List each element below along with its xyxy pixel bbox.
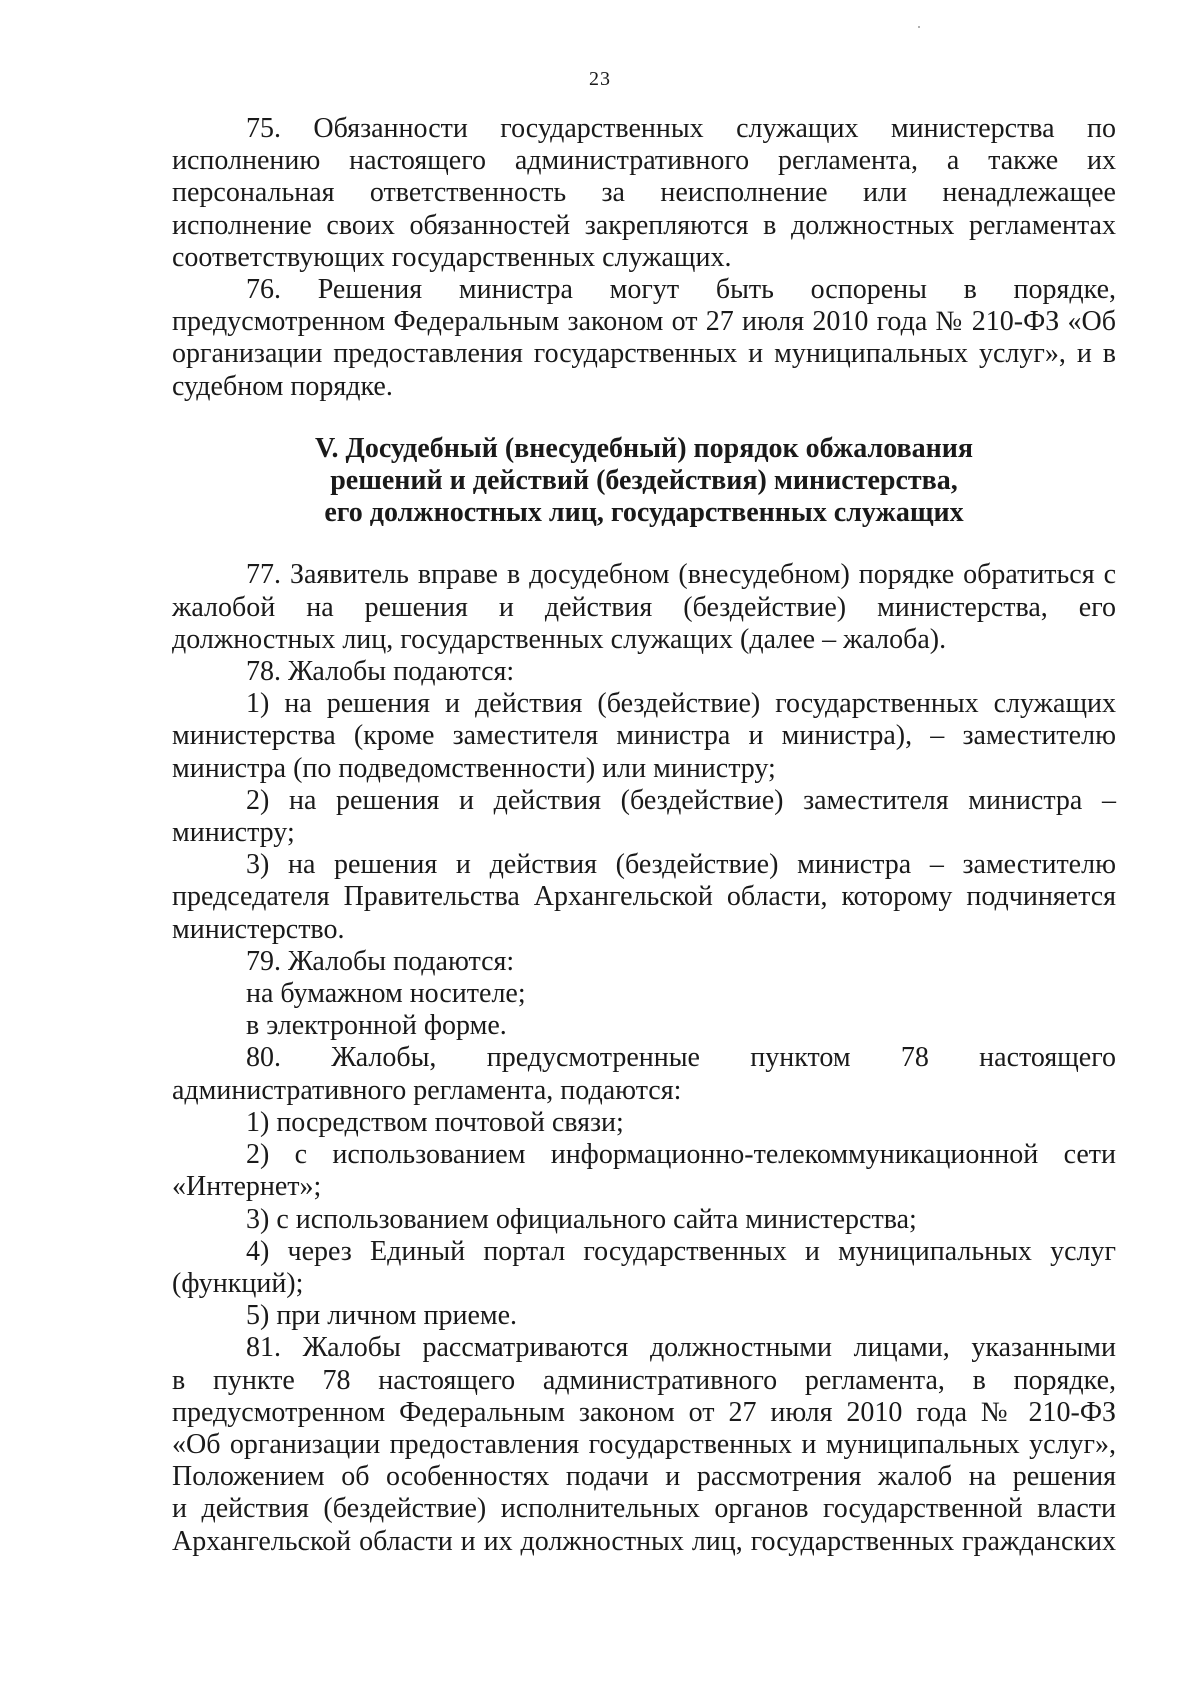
paragraph-75: 75. Обязанности государственных служащих министерства по исполнению настоящего административного регламента, а также их персональная ответственность за неисполнение или ненадлежащее исполнение своих обязанностей закрепляются в должностных регламентах соответствующих государственных служащих. — [172, 113, 1116, 273]
paragraph-81-line: 81. Жалобы рассматриваются должностными лицами, указанными — [246, 1332, 1116, 1364]
paragraph-79-item-2: в электронной форме. — [246, 1010, 507, 1042]
scan-speck — [918, 26, 920, 28]
paragraph-81-line: в пункте 78 настоящего административного регламента, в порядке, — [172, 1364, 1116, 1396]
page-number: 23 — [589, 68, 611, 90]
paragraph-78-item-2: 2) на решения и действия (бездействие) заместителя министра – министру; — [172, 784, 1116, 849]
paragraph-81-line: и действия (бездействие) исполнительных органов государственной власти — [172, 1493, 1116, 1525]
paragraph-81-line: Архангельской области и их должностных лиц, государственных гражданских — [172, 1525, 1116, 1557]
paragraph-79-item-1: на бумажном носителе; — [246, 978, 526, 1010]
paragraph-81-line: предусмотренном Федеральным законом от 27 июля 2010 года № 210-ФЗ — [172, 1396, 1116, 1428]
section-heading-line-3: его должностных лиц, государственных служащих — [324, 497, 964, 529]
paragraph-80-item-4: 4) через Единый портал государственных и муниципальных услуг (функций); — [172, 1235, 1116, 1299]
paragraph-78-item-1: 1) на решения и действия (бездействие) государственных служащих министерства (кроме заместителя министра и министра), – заместителю министра (по подведомственности) или министру; — [172, 688, 1116, 784]
paragraph-81-line: Положением об особенностях подачи и рассмотрения жалоб на решения — [172, 1461, 1116, 1493]
paragraph-81 — [172, 1332, 1116, 1557]
section-heading-line-2: решений и действий (бездействия) министерства, — [330, 465, 958, 497]
paragraph-76: 76. Решения министра могут быть оспорены в порядке, предусмотренном Федеральным законом от 27 июля 2010 года № 210-ФЗ «Об организации предоставления государственных и муниципальных услуг», и в судебном порядке. — [172, 274, 1116, 402]
section-heading — [172, 433, 1116, 530]
paragraph-80-item-5: 5) при личном приеме. — [246, 1300, 518, 1332]
paragraph-78-item-3: 3) на решения и действия (бездействие) министра – заместителю председателя Правительства Архангельской области, которому подчиняется министерство. — [172, 849, 1116, 945]
paragraph-78: 78. Жалобы подаются: — [246, 656, 515, 688]
paragraph-77: 77. Заявитель вправе в досудебном (внесудебном) порядке обратиться с жалобой на решения и действия (бездействие) министерства, его должностных лиц, государственных служащих (далее – жалоба). — [172, 559, 1116, 655]
paragraph-79: 79. Жалобы подаются: — [246, 945, 515, 977]
paragraph-81-line: «Об организации предоставления государственных и муниципальных услуг», — [172, 1428, 1116, 1460]
paragraph-80-item-1: 1) посредством почтовой связи; — [246, 1106, 624, 1138]
document-body — [172, 113, 1116, 1558]
section-heading-line-1: V. Досудебный (внесудебный) порядок обжалования — [314, 432, 974, 464]
paragraph-80-item-3: 3) с использованием официального сайта министерства; — [246, 1203, 917, 1235]
paragraph-80: 80. Жалобы, предусмотренные пунктом 78 настоящего административного регламента, подаются: — [172, 1042, 1116, 1106]
paragraph-80-item-2: 2) с использованием информационно-телекоммуникационной сети «Интернет»; — [172, 1139, 1116, 1203]
